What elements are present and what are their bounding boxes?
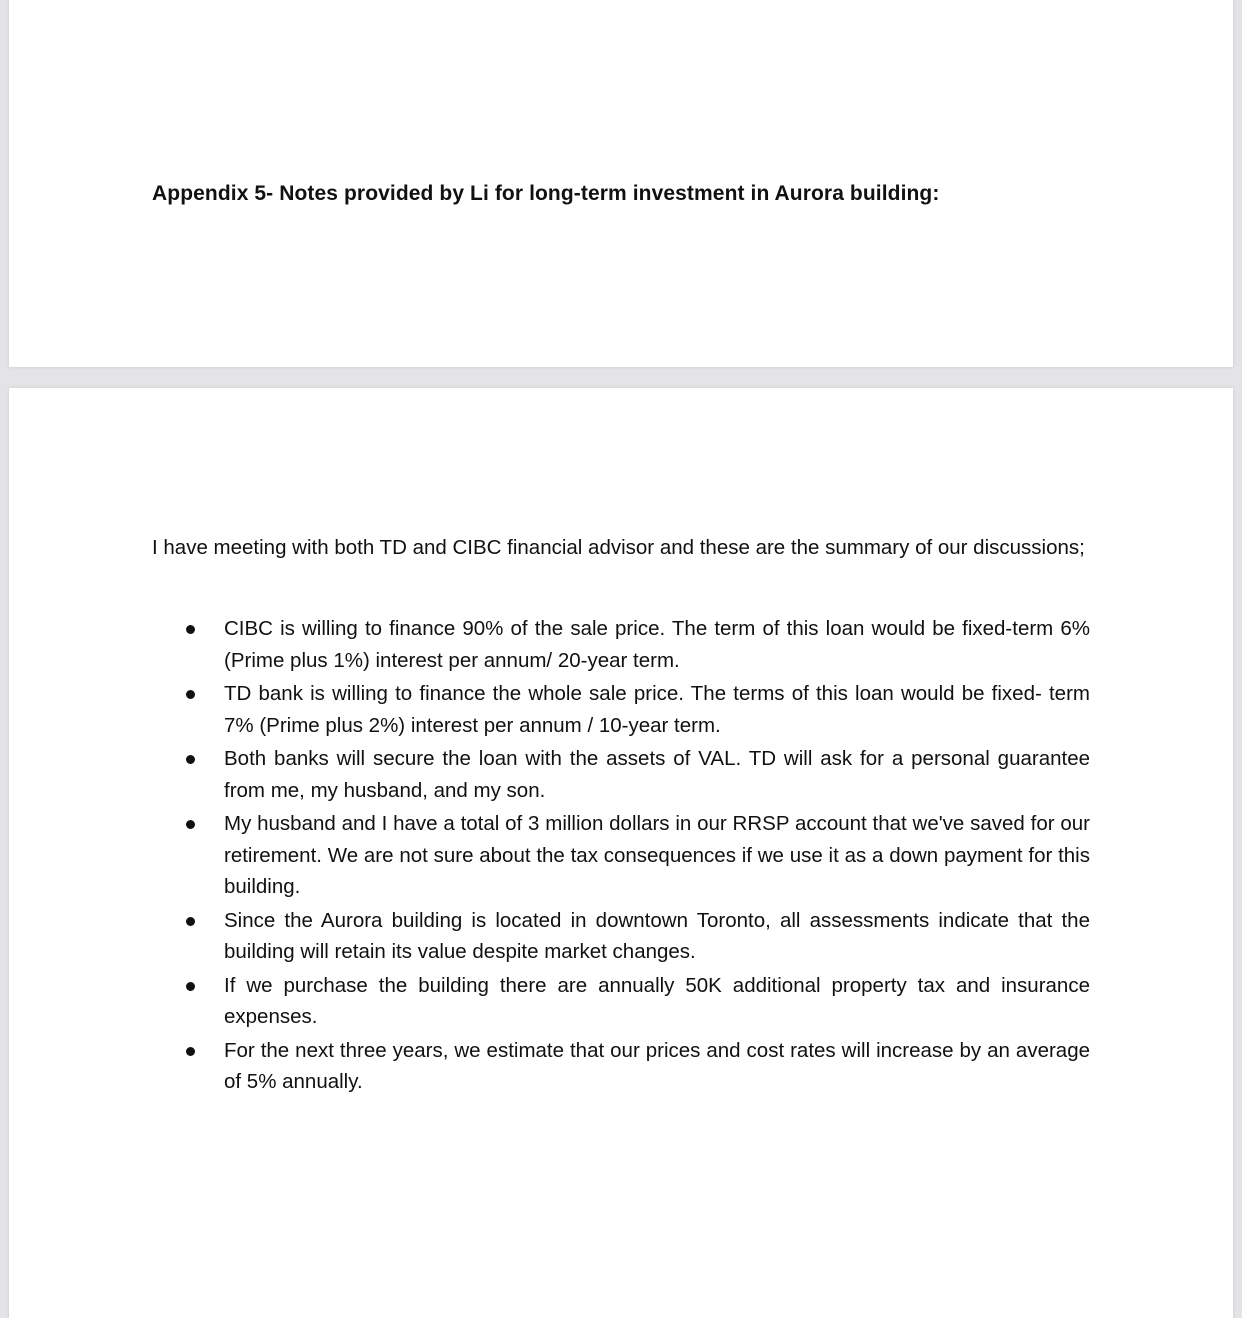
notes-bullet-list	[152, 613, 1090, 1100]
bullet-icon	[186, 982, 195, 991]
bullet-icon	[186, 690, 195, 699]
bullet-text: If we purchase the building there are annually 50K additional property tax and insurance expenses.	[224, 973, 1090, 1028]
bullet-icon	[186, 820, 195, 829]
bullet-item-price-increase	[152, 1035, 1090, 1098]
bullet-item-cibc-financing	[152, 613, 1090, 676]
bullet-text: CIBC is willing to finance 90% of the sale price. The term of this loan would be fixed-term 6% (Prime plus 1%) interest per annum/ 20-year term.	[224, 617, 1090, 672]
document-page-1	[9, 0, 1233, 367]
bullet-item-property-tax	[152, 970, 1090, 1033]
bullet-text: Both banks will secure the loan with the assets of VAL. TD will ask for a personal guarantee from me, my husband, and my son.	[224, 747, 1090, 802]
bullet-text: For the next three years, we estimate that our prices and cost rates will increase by an average of 5% annually.	[224, 1038, 1090, 1093]
bullet-item-loan-security	[152, 743, 1090, 806]
document-page-2	[9, 388, 1233, 1318]
bullet-text: Since the Aurora building is located in downtown Toronto, all assessments indicate that the building will retain its value despite market changes.	[224, 908, 1090, 963]
bullet-item-rrsp-savings	[152, 808, 1090, 903]
bullet-text: My husband and I have a total of 3 million dollars in our RRSP account that we've saved for our retirement. We are not sure about the tax consequences if we use it as a down payment for this building.	[224, 812, 1090, 898]
intro-paragraph: I have meeting with both TD and CIBC financial advisor and these are the summary of our discussions;	[152, 536, 1085, 559]
bullet-item-td-financing	[152, 678, 1090, 741]
appendix-heading: Appendix 5- Notes provided by Li for long-term investment in Aurora building:	[152, 182, 940, 205]
bullet-text: TD bank is willing to finance the whole sale price. The terms of this loan would be fixed- term 7% (Prime plus 2%) interest per annum / 10-year term.	[224, 682, 1090, 737]
bullet-item-building-value	[152, 905, 1090, 968]
bullet-icon	[186, 917, 195, 926]
bullet-icon	[186, 755, 195, 764]
bullet-icon	[186, 1047, 195, 1056]
bullet-icon	[186, 625, 195, 634]
